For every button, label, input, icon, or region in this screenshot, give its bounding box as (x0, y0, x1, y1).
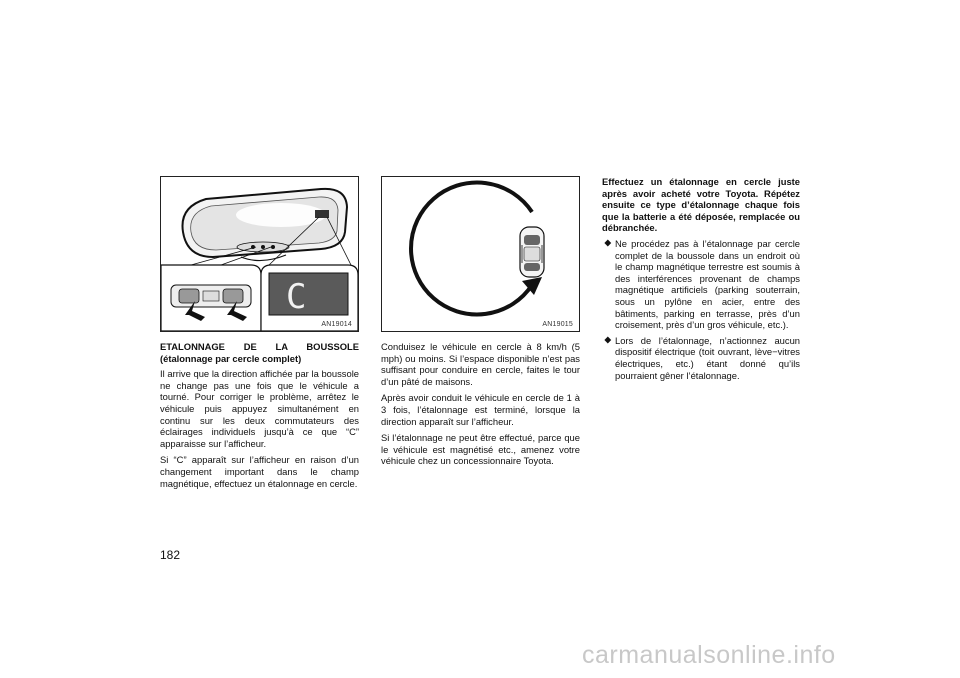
col1-paragraph-1: Il arrive que la direction affichée par la boussole ne change pas une fois que le véhicule a tourné. Pour corriger le problème, arrêtez le véhicule puis appuyez simultanément en continu sur les deux commutateurs des éclairages individuels jusqu’à ce que “C” apparaisse sur l’afficheur. (160, 368, 359, 449)
column-3 (602, 176, 800, 385)
bullet-item (602, 335, 800, 381)
column-1 (160, 341, 359, 494)
col2-paragraph-2: Après avoir conduit le véhicule en cercle de 1 à 3 fois, l’étalonnage est terminé, lorsque la direction apparaît sur l’afficheur. (381, 392, 580, 427)
heading-line-2: (étalonnage par cercle complet) (160, 352, 302, 364)
bullet-item (602, 238, 800, 331)
circle-driving-illustration (381, 176, 580, 332)
col2-paragraph-1: Conduisez le véhicule en cercle à 8 km/h (5 mph) ou moins. Si l’espace disponible n’est pas suffisant pour conduire en cercle, faites le tour d’un pâté de maisons. (381, 341, 580, 387)
column-2 (381, 341, 580, 472)
diamond-bullet-icon: ⯁ (604, 237, 612, 249)
compass-display-glyph: C (286, 277, 307, 317)
diamond-bullet-icon: ⯁ (604, 334, 612, 346)
section-heading (160, 341, 359, 364)
bullet-text: Lors de l’étalonnage, n’actionnez aucun dispositif électrique (toit ouvrant, lève−vitres électriques, etc.) étant donné qu’ils pourraient gêner l’étalonnage. (615, 334, 800, 381)
figure-code-left: AN19014 (321, 321, 352, 328)
page-number: 182 (160, 548, 181, 562)
heading-line-1: ETALONNAGE DE LA BOUSSOLE (160, 341, 359, 352)
car-top-view (520, 227, 544, 277)
figure-code-right: AN19015 (542, 321, 573, 328)
col1-paragraph-2: Si “C” apparaît sur l’afficheur en raison d’un changement important dans le champ magnétique, effectuez un étalonnage en cercle. (160, 454, 359, 489)
circle-driving-drawing (382, 177, 579, 331)
col3-intro: Effectuez un étalonnage en cercle juste après avoir acheté votre Toyota. Répétez ensuite ce type d’étalonnage chaque fois que la batterie a été déposée, remplacée ou débranchée. (602, 176, 800, 234)
mirror-illustration (160, 176, 359, 332)
bullet-text: Ne procédez pas à l’étalonnage par cercle complet de la boussole dans un endroit où le champ magnétique terrestre est soumis à des interférences provenant de champs magnétique artificiels (parking souterrain, sous un pylône en acier, entre des bâtiments, parking en terrasse, près d’un croisement, près d’un gros véhicule, etc.). (615, 237, 800, 331)
mirror-drawing (161, 177, 358, 331)
watermark: carmanualsonline.info (582, 641, 836, 669)
col2-paragraph-3: Si l’étalonnage ne peut être effectué, parce que le véhicule est magnétisé etc., amenez votre véhicule chez un concessionnaire Toyota. (381, 432, 580, 467)
